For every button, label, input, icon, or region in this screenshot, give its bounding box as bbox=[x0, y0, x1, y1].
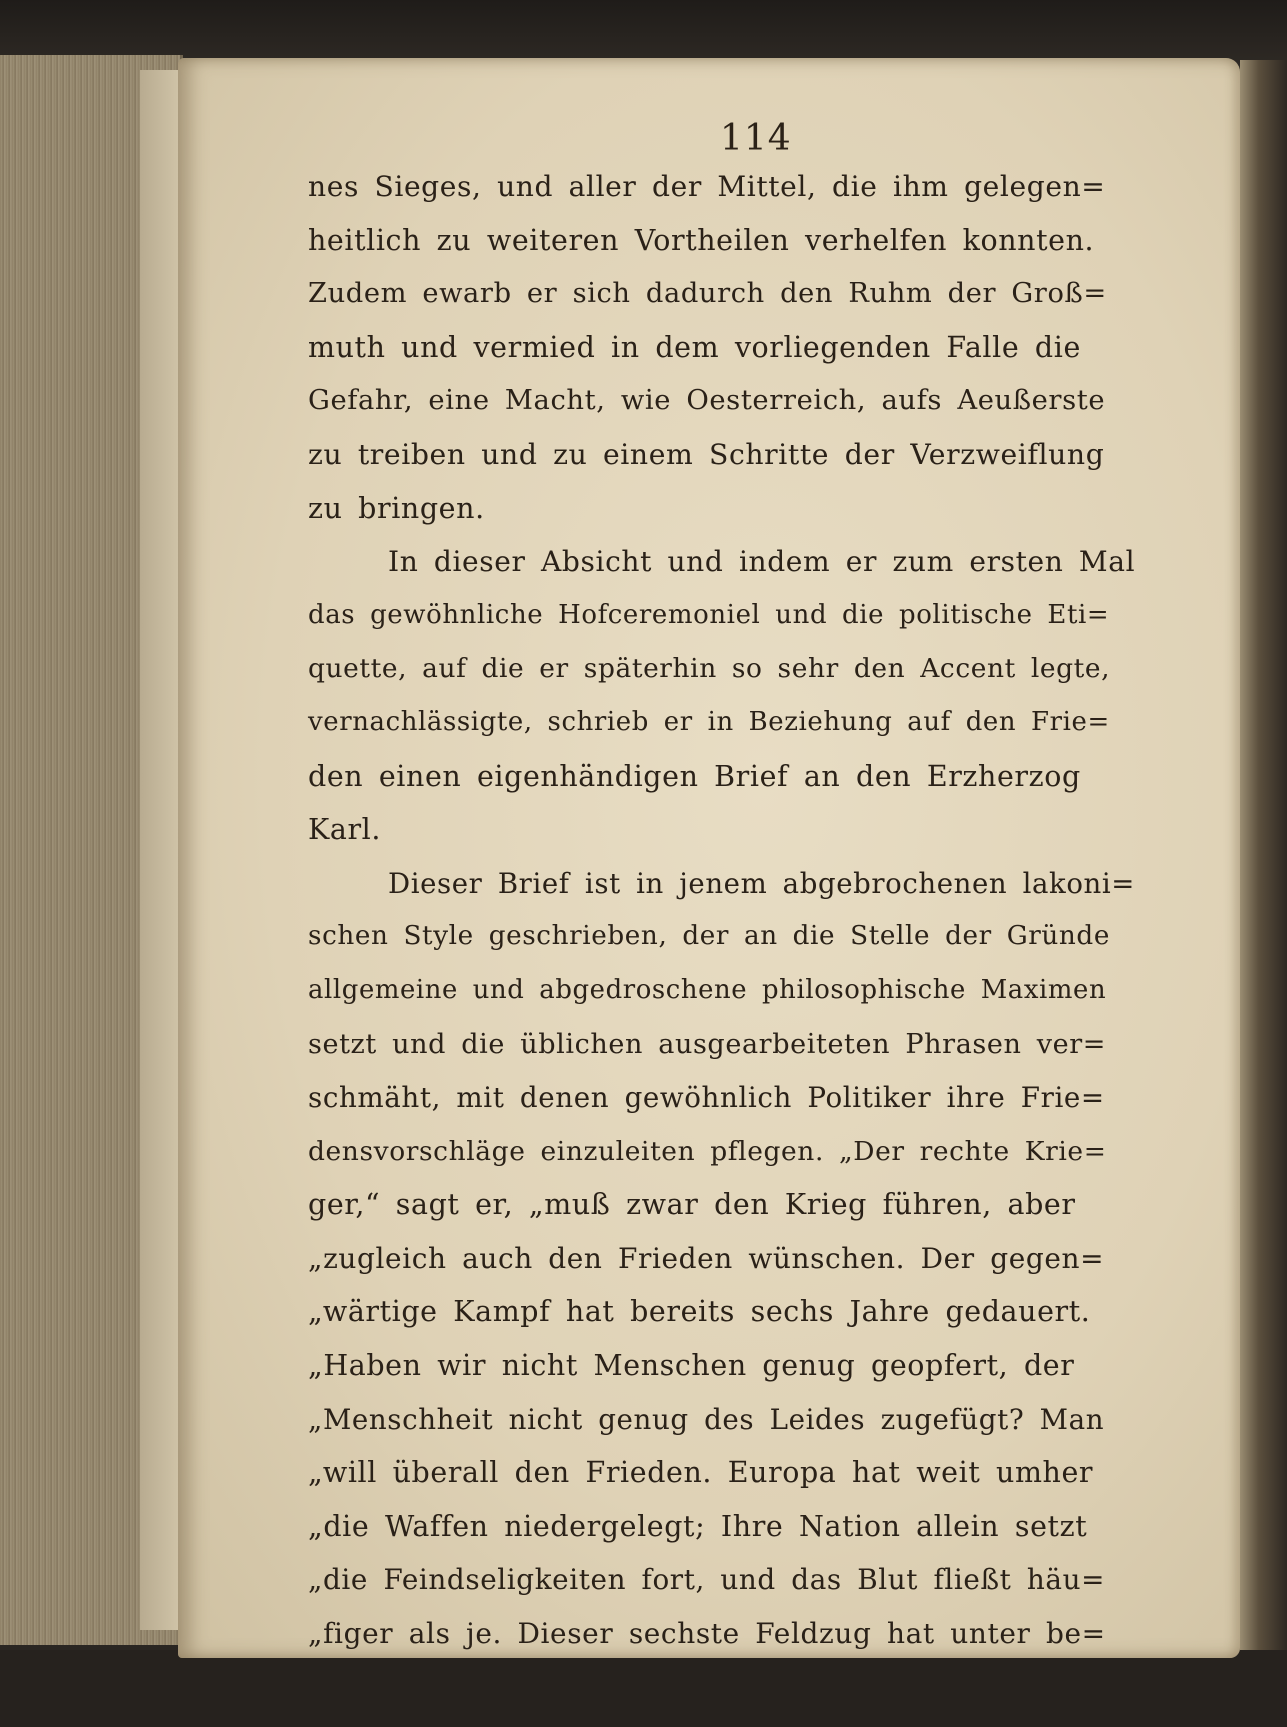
page-number: 114 bbox=[720, 118, 792, 159]
text-line: quette, auf die er späterhin so sehr den Accent legte, bbox=[308, 653, 1111, 685]
text-line: „die Feindseligkeiten fort, und das Blut fließt häu= bbox=[308, 1563, 1106, 1597]
text-line: muth und vermied in dem vorliegenden Falle die bbox=[308, 330, 1081, 364]
text-line: setzt und die üblichen ausgearbeiteten Phrasen ver= bbox=[308, 1028, 1107, 1060]
text-line: vernachlässigte, schrieb er in Beziehung auf den Frie= bbox=[308, 706, 1110, 737]
text-line: „will überall den Frieden. Europa hat weit umher bbox=[308, 1456, 1094, 1490]
text-line: das gewöhnliche Hofceremoniel und die politische Eti= bbox=[308, 599, 1110, 630]
text-line: heitlich zu weiteren Vortheilen verhelfen konnten. bbox=[308, 223, 1095, 257]
text-line: ger,“ sagt er, „muß zwar den Krieg führen, aber bbox=[308, 1188, 1076, 1222]
text-line: den einen eigenhändigen Brief an den Erzherzog bbox=[308, 759, 1081, 793]
text-line: Gefahr, eine Macht, wie Oesterreich, aufs Aeußerste bbox=[308, 385, 1106, 417]
text-line: schmäht, mit denen gewöhnlich Politiker ihre Frie= bbox=[308, 1081, 1105, 1115]
text-line: schen Style geschrieben, der an die Stelle der Gründe bbox=[308, 921, 1110, 952]
text-line: „figer als je. Dieser sechste Feldzug hat unter be= bbox=[308, 1617, 1106, 1651]
text-line: „Haben wir nicht Menschen genug geopfert, der bbox=[308, 1349, 1075, 1383]
text-line: densvorschläge einzuleiten pflegen. „Der rechte Krie= bbox=[308, 1135, 1107, 1167]
text-line: nes Sieges, und aller der Mittel, die ihm gelegen= bbox=[308, 170, 1106, 203]
book-page-edges-inner bbox=[140, 70, 180, 1630]
text-line: „zugleich auch den Frieden wünschen. Der gegen= bbox=[308, 1241, 1105, 1275]
text-line: Dieser Brief ist in jenem abgebrochenen lakoni= bbox=[388, 866, 1136, 900]
text-line: „wärtige Kampf hat bereits sechs Jahre gedauert. bbox=[308, 1295, 1091, 1329]
text-line: zu bringen. bbox=[308, 491, 485, 525]
text-line: Zudem ewarb er sich dadurch den Ruhm der Groß= bbox=[308, 278, 1107, 310]
text-line: Karl. bbox=[308, 813, 382, 847]
body-text bbox=[308, 160, 1168, 1661]
text-line: „die Waffen niedergelegt; Ihre Nation allein setzt bbox=[308, 1509, 1088, 1543]
text-line: allgemeine und abgedroschene philosophische Maximen bbox=[308, 974, 1107, 1005]
scan-background-bottom bbox=[0, 1650, 1287, 1727]
text-line: In dieser Absicht und indem er zum ersten Mal bbox=[388, 545, 1136, 579]
book-right-edge bbox=[1240, 60, 1287, 1660]
text-line: zu treiben und zu einem Schritte der Verzweiflung bbox=[308, 437, 1105, 471]
text-line: „Menschheit nicht genug des Leides zugefügt? Man bbox=[308, 1402, 1105, 1436]
